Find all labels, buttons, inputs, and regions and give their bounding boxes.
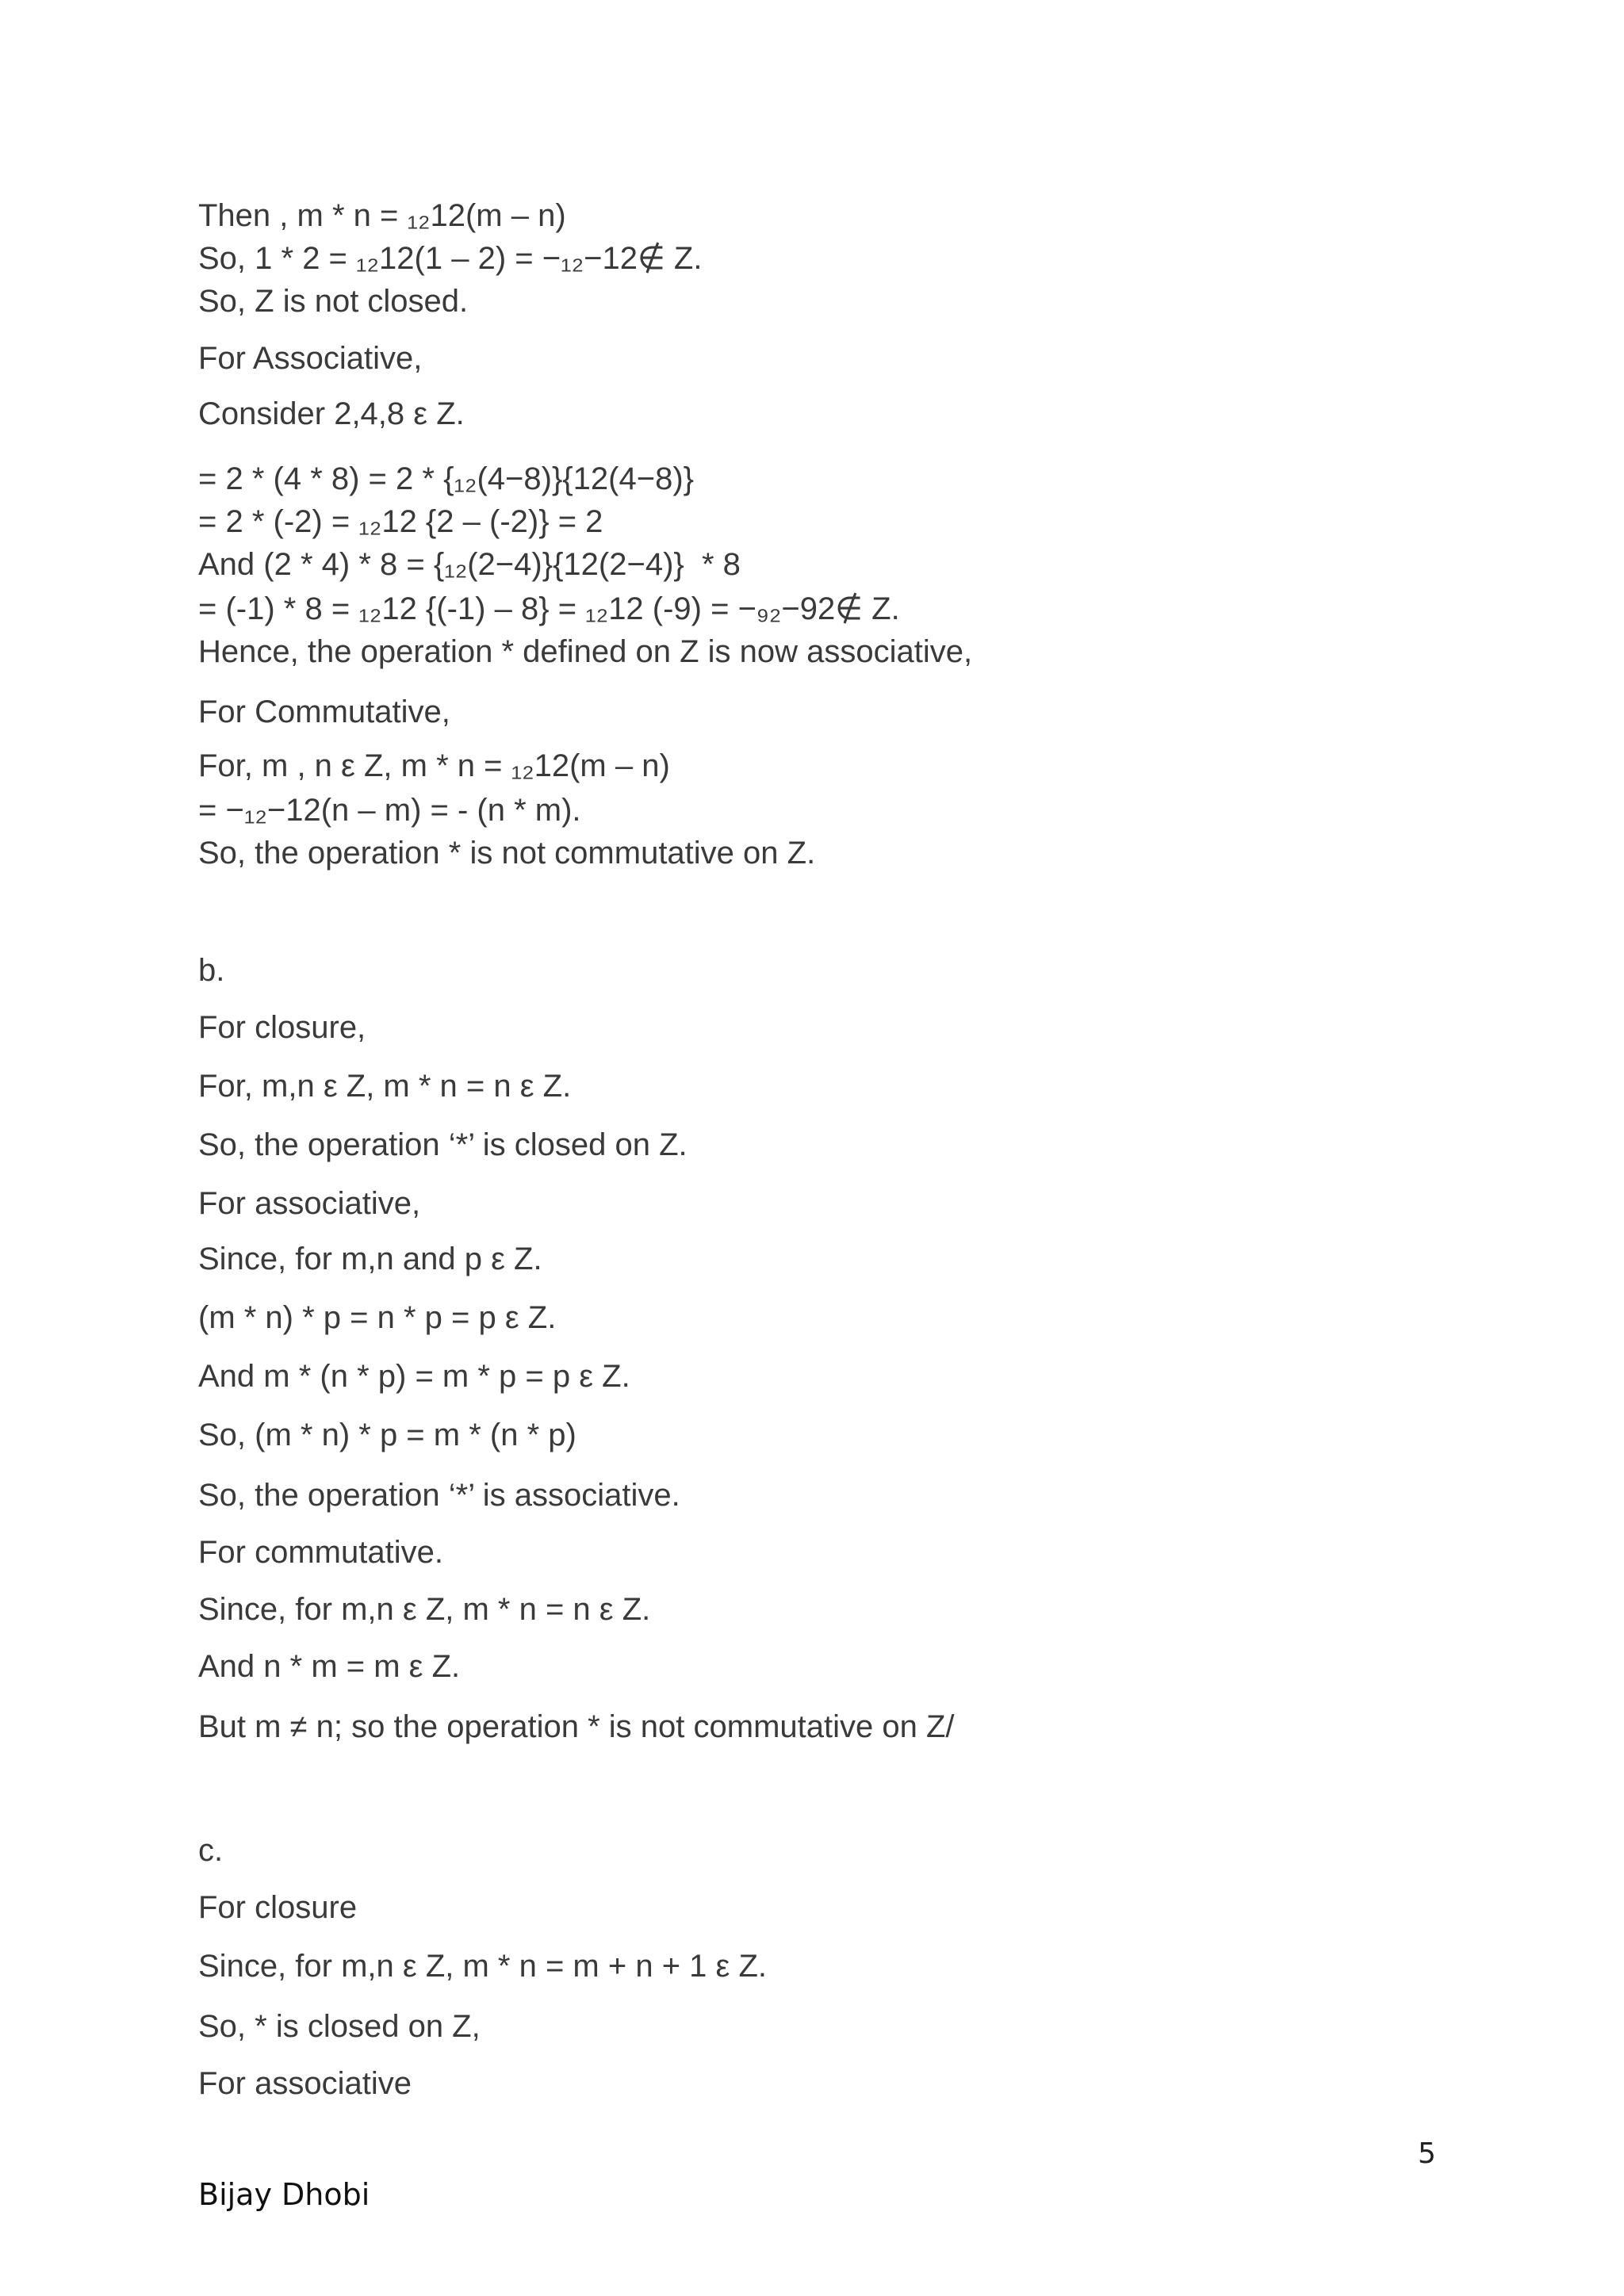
text-line: = (-1) * 8 = ₁₂12 {(-1) – 8} = ₁₂12 (-9) = −₉₂−92∉ Z. [198, 591, 900, 626]
text-line: (m * n) * p = n * p = p ε Z. [198, 1300, 557, 1335]
text-line: So, the operation * is not commutative on Z. [198, 836, 816, 871]
page-number: 5 [1418, 2137, 1436, 2170]
text-line: Then , m * n = ₁₂12(m – n) [198, 198, 566, 233]
text-line: So, * is closed on Z, [198, 2009, 481, 2044]
text-line: For Commutative, [198, 695, 450, 729]
text-line: Since, for m,n and p ε Z. [198, 1242, 542, 1276]
text-line: Consider 2,4,8 ε Z. [198, 396, 465, 431]
text-line: So, the operation ‘*’ is associative. [198, 1478, 680, 1513]
text-line: = 2 * (-2) = ₁₂12 {2 – (-2)} = 2 [198, 504, 603, 539]
text-line: For, m , n ε Z, m * n = ₁₂12(m – n) [198, 748, 670, 783]
text-line: So, the operation ‘*’ is closed on Z. [198, 1127, 688, 1162]
text-line: Since, for m,n ε Z, m * n = m + n + 1 ε Z. [198, 1949, 768, 1984]
footer-author: Bijay Dhobi [198, 2177, 370, 2212]
text-line: So, Z is not closed. [198, 284, 469, 319]
text-line: But m ≠ n; so the operation * is not commutative on Z/ [198, 1709, 955, 1744]
text-line: So, 1 * 2 = ₁₂12(1 – 2) = −₁₂−12∉ Z. [198, 241, 703, 276]
text-line: Since, for m,n ε Z, m * n = n ε Z. [198, 1592, 651, 1627]
section-label: b. [198, 953, 225, 988]
text-line: For commutative. [198, 1535, 443, 1570]
text-line: For, m,n ε Z, m * n = n ε Z. [198, 1069, 572, 1104]
text-line: And (2 * 4) * 8 = {₁₂(2−4)}{12(2−4)} * 8 [198, 547, 741, 582]
text-line: For closure, [198, 1010, 366, 1045]
text-line: Hence, the operation * defined on Z is now associative, [198, 634, 973, 669]
section-label: c. [198, 1833, 224, 1868]
text-line: And m * (n * p) = m * p = p ε Z. [198, 1359, 630, 1394]
text-line: = 2 * (4 * 8) = 2 * {₁₂(4−8)}{12(4−8)} [198, 461, 694, 496]
text-line: For associative [198, 2066, 412, 2101]
text-line: For closure [198, 1890, 358, 1925]
text-line: For Associative, [198, 341, 423, 376]
text-line: For associative, [198, 1186, 421, 1221]
text-line: = −₁₂−12(n – m) = - (n * m). [198, 793, 581, 828]
text-line: And n * m = m ε Z. [198, 1649, 461, 1684]
text-line: So, (m * n) * p = m * (n * p) [198, 1418, 576, 1452]
